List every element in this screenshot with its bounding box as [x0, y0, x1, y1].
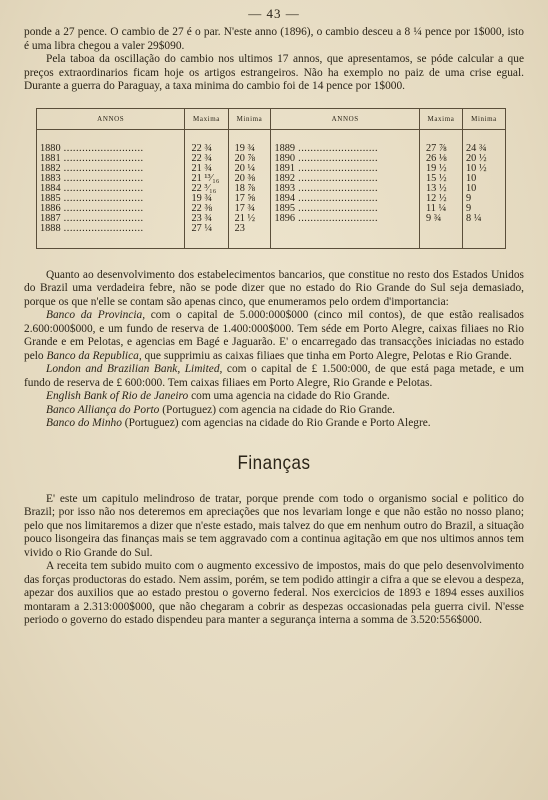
minima-cell: 18 ⅞ [228, 184, 271, 194]
year-cell: 1892 ..... [271, 174, 419, 184]
header-annos-left: ANNOS [37, 108, 185, 129]
maxima-cell: 22 ³⁄₁₆ [185, 184, 228, 194]
year-cell: 1885 ..... [37, 194, 185, 204]
minima-cell: 20 ⅜ [228, 174, 271, 184]
exchange-rate-table [36, 108, 506, 249]
table-row [37, 154, 506, 164]
finance-paragraph-2: A receita tem subido muito com o augmento excessivo de impostos, mais do que pelo desenvolvimento das forças productoras do estado. Nem assim, porém, se tem podido attingir a cifra a que se elevou a despeza, apezar dos auxilios que ao estado prestou o governo federal. Nos exercicios de 1893 e 1894 esses auxilios montaram a 2.313:000$000, que não chegaram a cobrir as despezas occasionadas pela guerra civil. N'esse periodo o governo do estado dispendeu para manter a segurança interna a somma de 3.520:556$000. [24, 560, 524, 626]
maxima-cell: 21 ¾ [185, 164, 228, 174]
bank-name: Banco do Minho [46, 417, 122, 429]
maxima-cell: 13 ½ [419, 184, 462, 194]
year-cell: 1896 ..... [271, 214, 419, 224]
intro-paragraph-1: ponde a 27 pence. O cambio de 27 é o par. N'este anno (1896), o cambio desceu a 8 ¼ pence por 1$000, isto é uma libra chegou a valer 29$090. [24, 26, 524, 52]
header-minima-right: Minima [463, 108, 506, 129]
banks-paragraph-2 [24, 309, 524, 363]
bank-text: com uma agencia na cidade do Rio Grande. [188, 390, 390, 402]
section-title: Finanças [237, 451, 311, 473]
bank-text: (Portuguez) com agencia na cidade do Rio Grande. [159, 403, 396, 416]
table-row [37, 184, 506, 194]
intro-paragraph-2: Pela taboa da oscillação do cambio nos ultimos 17 annos, que apresentamos, se póde calcular a que preços extraordinarios ficam hoje os artigos estrangeiros. Não ha exemplo no paiz de uma crise egual. Durante a guerra do Paraguay, a taxa minima do cambio foi de 14 pence por 1$000. [24, 53, 524, 92]
year-cell: 1880 ..... [37, 144, 185, 154]
bank-name: London and Brazilian Bank, Limited, [46, 363, 223, 375]
maxima-cell: 11 ¼ [419, 204, 462, 214]
bank-text: com o capital de £ 1.500:000, de que está paga metade, e um fundo de reserva de £ 600:000. Tem caixas filiaes em Porto Alegre, Rio Grande e Pelotas. [24, 363, 524, 389]
bank-text: que supprimiu as caixas filiaes que tinha em Porto Alegre, Pelotas e Rio Grande. [141, 349, 512, 362]
intro-text [24, 26, 524, 94]
maxima-cell: 26 ⅛ [419, 154, 462, 164]
table-row [37, 224, 506, 234]
maxima-cell: 21 ¹³⁄₁₆ [185, 174, 228, 184]
maxima-cell: 27 ¼ [185, 224, 228, 234]
year-cell: 1888 ..... [37, 224, 185, 234]
year-cell: 1893 ..... [271, 184, 419, 194]
bank-text: com o capital de 5.000:000$000 (cinco mil contos), de que estão realisados 2.600:000$000, e um fundo de reserva de 1.400:000$000. Tem séde em Porto Alegre, caixas filiaes no Rio Grande e em Pelotas, e agencias em Bagé e Jaguarão. E' o encarregado das transacções iniciadas no estado pelo [24, 309, 524, 362]
banks-paragraph-6 [24, 417, 524, 431]
banks-text [24, 269, 524, 431]
table-row [37, 204, 506, 214]
finance-paragraph-1: E' este um capitulo melindroso de tratar, porque prende com todo o organismo social e politico do Brazil; por isso não nos deteremos em apreciações que nos levariam longe e que não estão no nosso plano; pelo que nos limitaremos a dizer que n'este estado, mais talvez do que em nenhum outro do Brazil, a situação pouco lisongeira das finanças mais se tem aggravado com a continua agitação em que nos ultimos annos tem vivido o Rio Grande do Sul. [24, 492, 524, 559]
minima-cell: 17 ⅝ [228, 194, 271, 204]
maxima-cell [419, 224, 462, 234]
header-minima-left: Minima [228, 108, 271, 129]
minima-cell: 21 ½ [228, 214, 271, 224]
year-cell: 1882 ..... [37, 164, 185, 174]
bank-reference: Banco da Republica, [46, 349, 142, 362]
header-annos-right: ANNOS [271, 108, 419, 129]
bank-text: (Portuguez) com agencias na cidade do Rio Grande e Porto Alegre. [121, 417, 431, 429]
year-cell: 1890 ..... [271, 154, 419, 164]
table-row [37, 214, 506, 224]
banks-paragraph-5 [24, 404, 524, 418]
minima-cell: 10 ½ [466, 162, 487, 174]
maxima-cell: 15 ½ [419, 174, 462, 184]
banks-paragraph-1: Quanto ao desenvolvimento dos estabelecimentos bancarios, que constitue no resto dos Estados Unidos do Brazil uma verdadeira febre, não se pode dizer que no estado do Rio Grande do Sul seja demasiado, porque os que n'elle se contam são apenas cinco, que enumeramos pelo ordem d'importancia: [24, 268, 524, 308]
bank-name: English Bank of Rio de Janeiro [46, 390, 189, 402]
header-maxima-left: Maxima [185, 108, 228, 129]
finance-text [24, 493, 524, 628]
minima-cell: 10 [466, 172, 477, 184]
minima-cell [463, 224, 506, 234]
table-body [37, 129, 506, 248]
year-cell [271, 224, 419, 234]
minima-cell: 17 ¾ [228, 204, 271, 214]
header-maxima-right: Maxima [419, 108, 462, 129]
table-row [37, 174, 506, 184]
year-cell: 1887 ..... [37, 214, 185, 224]
minima-cell: 19 ¾ [228, 144, 271, 154]
page-number: — 43 — [248, 6, 300, 21]
year-cell: 1883 ..... [37, 174, 185, 184]
year-cell: 1894 ..... [271, 194, 419, 204]
maxima-cell: 23 ¾ [185, 214, 228, 224]
maxima-cell: 19 ½ [419, 164, 462, 174]
minima-cell: 24 ¾ [466, 142, 487, 154]
maxima-cell: 27 ⅞ [419, 144, 462, 154]
maxima-cell: 22 ¾ [185, 154, 228, 164]
bank-name: Banco da Provincia, [46, 309, 146, 321]
minima-cell: 10 [466, 182, 477, 194]
maxima-cell: 22 ⅜ [185, 204, 228, 214]
maxima-cell: 9 ¾ [419, 214, 462, 224]
banks-paragraph-4 [24, 390, 524, 404]
minima-cell: 23 [228, 224, 271, 234]
year-cell: 1884 ..... [37, 184, 185, 194]
minima-cell: 9 [466, 202, 472, 214]
minima-cell: 20 ½ [466, 152, 487, 164]
bank-name: Banco Alliança do Porto [46, 403, 160, 416]
year-cell: 1881 ..... [37, 154, 185, 164]
maxima-cell: 12 ½ [419, 194, 462, 204]
minima-cell: 20 ⅞ [228, 154, 271, 164]
table-header-row [37, 108, 506, 129]
minima-cell: 9 [466, 192, 472, 204]
year-cell: 1891 ..... [271, 164, 419, 174]
banks-paragraph-3 [24, 363, 524, 390]
year-cell: 1895 ..... [271, 204, 419, 214]
table-row [37, 144, 506, 154]
year-cell: 1886 ..... [37, 204, 185, 214]
maxima-cell: 19 ¾ [185, 194, 228, 204]
minima-cell: 20 ¼ [228, 164, 271, 174]
table-row [37, 194, 506, 204]
year-cell: 1889 ..... [271, 144, 419, 154]
maxima-cell: 22 ¾ [185, 144, 228, 154]
table-spacer-row [37, 234, 506, 249]
minima-cell: 8 ¼ [466, 212, 482, 224]
table-row [37, 164, 506, 174]
